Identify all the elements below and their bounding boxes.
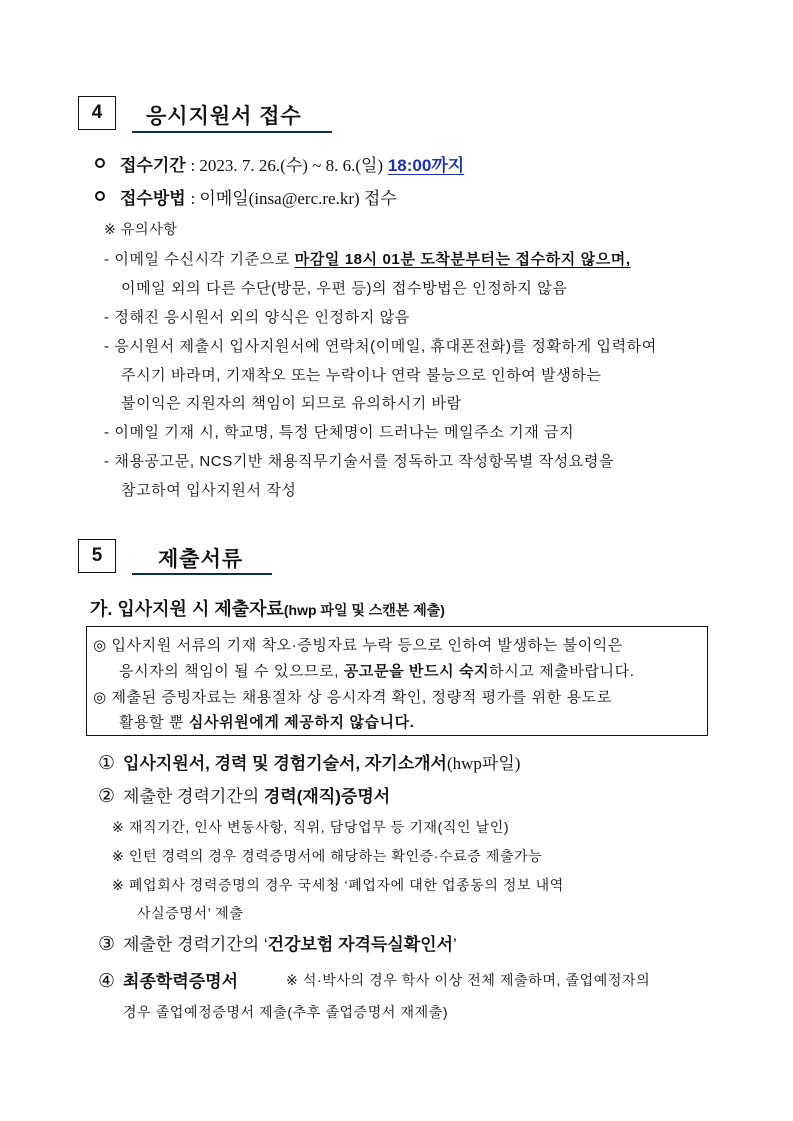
notice-bullet-1-cont: 이메일 외의 다른 수단(방문, 우편 등)의 접수방법은 인정하지 않음 — [121, 280, 568, 297]
notice-box-line-2 — [119, 660, 635, 681]
section-title-underline — [132, 573, 272, 575]
section-title-underline — [132, 131, 332, 133]
item-4-note-cont: 경우 졸업예정증명서 제출(추후 졸업증명서 재제출) — [123, 1004, 449, 1020]
circle-bullet-icon — [95, 158, 105, 168]
reception-period-label: 접수기간 — [120, 156, 186, 175]
reception-method-value: : 이메일(insa@erc.re.kr) 접수 — [190, 189, 397, 208]
item-number: ① — [98, 753, 116, 774]
item-2-text: 제출한 경력기간의 — [123, 787, 260, 806]
notice-bullet-5-cont: 참고하여 입사지원서 작성 — [121, 482, 297, 499]
item-2-title: 경력(재직)증명서 — [263, 787, 391, 806]
item-number: ④ — [98, 971, 116, 992]
item-number: ③ — [98, 934, 116, 955]
notice-heading: ※ 유의사항 — [104, 221, 178, 237]
item-3-title: 건강보험 자격득실확인서 — [267, 935, 454, 954]
notice-box — [86, 626, 708, 736]
notice-bullet-1-emphasis: 마감일 18시 01분 도착분부터는 접수하지 않으며, — [294, 251, 631, 268]
item-4-title: 최종학력증명서 — [123, 972, 239, 991]
section-number-box — [78, 96, 116, 130]
notice-bullet-3-cont: 주시기 바라며, 기재착오 또는 누락이나 연락 불능으로 인하여 발생하는 — [121, 367, 602, 384]
section-title: 제출서류 — [158, 548, 244, 571]
document-item-1 — [98, 749, 520, 775]
item-1-format: (hwp파일) — [446, 754, 521, 773]
reception-deadline: 18:00까지 — [387, 156, 465, 175]
notice-box-line-3: ◎ 제출된 증빙자료는 채용절차 상 응시자격 확인, 정량적 평가를 위한 용도로 — [93, 689, 612, 706]
subsection-title: 가. 입사지원 시 제출자료 — [90, 599, 284, 619]
notice-box-line-1: ◎ 입사지원 서류의 기재 착오·증빙자료 누락 등으로 인하여 발생하는 불이익은 — [93, 637, 623, 654]
section-number: 5 — [91, 545, 103, 566]
document-item-4 — [98, 967, 238, 993]
item-1-title: 입사지원서, 경력 및 경험기술서, 자기소개서 — [123, 754, 447, 773]
notice-box-line-4-text: 활용할 뿐 — [119, 714, 185, 731]
item-number: ② — [98, 786, 116, 807]
document-item-3 — [98, 930, 457, 956]
notice-box-line-2-emphasis: 공고문을 반드시 숙지 — [343, 663, 490, 680]
reception-period-value: : 2023. 7. 26.(수) ~ 8. 6.(일) — [190, 156, 384, 175]
notice-box-line-2-end: 하시고 제출바랍니다. — [489, 663, 635, 680]
item-2-note-1: ※ 재직기간, 인사 변동사항, 직위, 담당업무 등 기재(직인 날인) — [112, 819, 510, 835]
notice-bullet-3-cont2: 불이익은 지원자의 책임이 되므로 유의하시기 바람 — [121, 395, 462, 412]
notice-box-line-4 — [119, 711, 415, 732]
notice-box-line-2-text: 응시자의 책임이 될 수 있으므로, — [119, 663, 340, 680]
section-number-box — [78, 539, 116, 573]
reception-period-line — [120, 151, 464, 176]
subsection-paren: (hwp 파일 및 스캔본 제출) — [283, 602, 445, 618]
item-2-note-3: ※ 폐업회사 경력증명의 경우 국세청 ‘폐업자에 대한 업종동의 정보 내역 — [112, 877, 564, 893]
notice-bullet-3: - 응시원서 제출시 입사지원서에 연락처(이메일, 휴대폰전화)를 정확하게 입력하여 — [104, 338, 657, 355]
reception-method-line — [120, 184, 397, 209]
circle-bullet-icon — [95, 191, 105, 201]
section-number: 4 — [91, 102, 103, 123]
section-title: 응시지원서 접수 — [146, 105, 302, 128]
item-4-note: ※ 석·박사의 경우 학사 이상 전체 제출하며, 졸업예정자의 — [286, 972, 651, 988]
reception-method-label: 접수방법 — [120, 189, 186, 208]
notice-box-line-4-emphasis: 심사위원에게 제공하지 않습니다. — [188, 714, 415, 731]
notice-bullet-1-text: - 이메일 수신시각 기준으로 — [104, 251, 290, 268]
notice-bullet-5: - 채용공고문, NCS기반 채용직무기술서를 정독하고 작성항목별 작성요령을 — [104, 453, 615, 470]
document-item-2 — [98, 782, 390, 808]
item-2-note-3-cont: 사실증명서’ 제출 — [137, 905, 244, 921]
notice-bullet-2: - 정해진 응시원서 외의 양식은 인정하지 않음 — [104, 309, 410, 326]
item-3-end: ’ — [453, 935, 457, 954]
item-3-text: 제출한 경력기간의 ‘ — [123, 935, 268, 954]
notice-bullet-1 — [104, 248, 631, 269]
notice-bullet-4: - 이메일 기재 시, 학교명, 특정 단체명이 드러나는 메일주소 기재 금지 — [104, 424, 575, 441]
subsection-heading — [90, 595, 445, 621]
item-2-note-2: ※ 인턴 경력의 경우 경력증명서에 해당하는 확인증·수료증 제출가능 — [112, 848, 543, 864]
